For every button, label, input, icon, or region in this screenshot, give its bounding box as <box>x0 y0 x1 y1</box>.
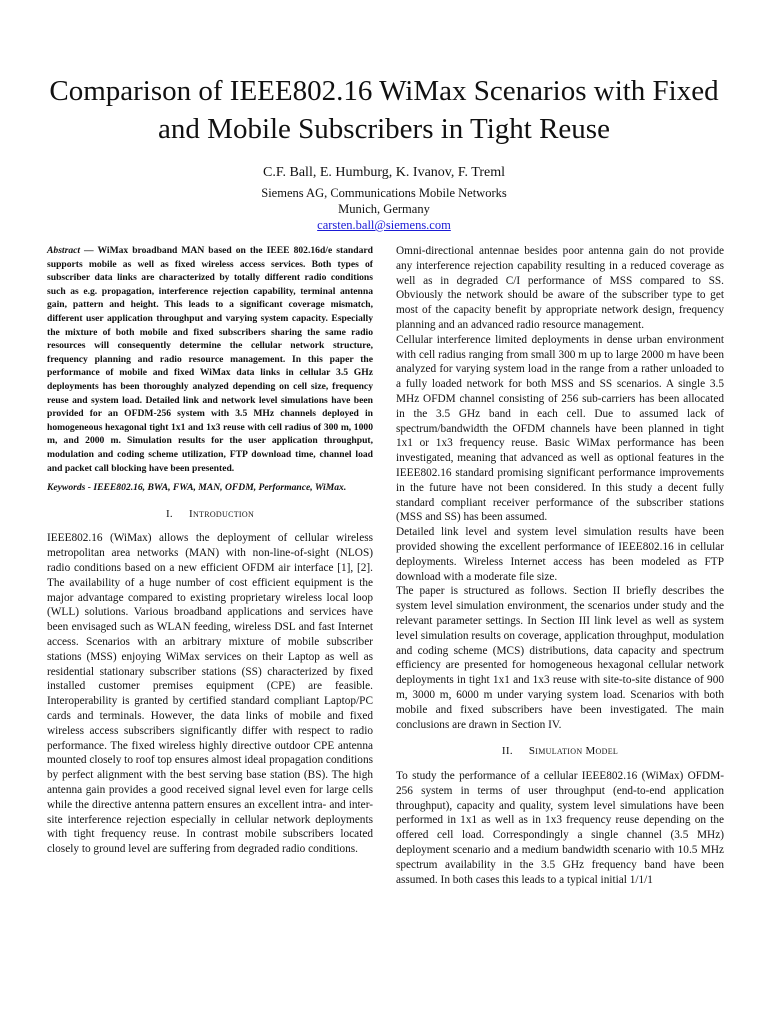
section-number: I. <box>165 507 173 520</box>
right-column <box>396 244 724 887</box>
author-names: C.F. Ball, E. Humburg, K. Ivanov, F. Treml <box>263 165 505 180</box>
abstract-dash: — <box>80 245 98 256</box>
abstract-label: Abstract <box>47 245 81 256</box>
body-paragraph: Omni-directional antennae besides poor antenna gain do not provide any interference rejection capability resulting in a reduced coverage as well as in degraded C/I performance of MSS compared to SS. Obviously the network should be aware of the subscriber type to get most of the capacity benefit by appropriate network design, frequency planning and an advanced radio resource management. <box>396 245 724 331</box>
abstract-text: WiMax broadband MAN based on the IEEE 802.16d/e standard supports mobile as well as fixed wireless access services. Both types of subscriber data links are characterized by totally different radio conditions such as e.g. propagation, interference rejection capability, terminal antenna gain, pattern and height. This leads to a significant coverage mismatch, different user application throughput and varying system capacity. Especially the mixture of both mobile and fixed subscribers sharing the same radio resources will consequently determine the cellular network structure, frequency planning and radio resource management. In this paper the performance of mobile and fixed WiMax data links in cellular 3.5 GHz deployments has been thoroughly analyzed depending on cell size, frequency reuse and system load. Detailed link and network level simulations have been provided for an OFDM-256 system with 3.5 MHz channels deployed in homogeneous hexagonal tight 1x1 and 1x3 reuse with cell radius of 300 m, 1000 m, and 2000 m. Simulation results for the user application throughput, modulation and coding scheme utilization, FTP download time, channel load and packet call blocking have been presented. <box>47 245 373 474</box>
paper-title: Comparison of IEEE802.16 WiMax Scenarios with Fixed and Mobile Subscribers in Tight Reuse <box>49 75 719 145</box>
abstract <box>47 244 373 475</box>
section-heading-introduction <box>47 507 373 522</box>
body-paragraph: To study the performance of a cellular IEEE802.16 (WiMax) OFDM-256 system in terms of user throughput (end-to-end application throughput), capacity and quality, system level simulations have been performed in 1x1 as well as in 1x3 frequency reuse depending on the offered cell load. Correspondingly a single channel (3.5 MHz) deployment scenario and a medium bandwidth scenario with 10.5 MHz spectrum availability in the 3.5 GHz frequency band have been assumed. In both cases this leads to a typical initial 1/1/1 <box>396 770 724 886</box>
affiliation: Siemens AG, Communications Mobile Networks <box>261 186 507 200</box>
section-heading-simulation-model <box>396 744 724 759</box>
location: Munich, Germany <box>338 202 430 216</box>
body-paragraph: IEEE802.16 (WiMax) allows the deployment of cellular wireless metropolitan area networks (MAN) with non-line-of-sight (NLOS) radio conditions based on a new efficient OFDM air interface [1], [2]. The availability of a huge number of cost efficient equipment is the major advantage compared to existing proprietary wireless local loop (WLL) solutions. Various broadband applications and services have been envisaged such as WLAN feeding, wireless DSL and fast Internet access. Scenarios with an arbitrary mixture of mobile subscriber stations (MSS) enjoying WiMax services on their Laptop as well as residential stationary subscriber stations (SS) characterized by fixed installed customer premises equipment (CPE) are feasible. Interoperability is granted by certified standard compliant Laptop/PC cards and terminals. However, the data links of mobile and fixed wireless access subscribers significantly differ with respect to radio performance. The fixed wireless highly directive outdoor CPE antenna mounted closely to roof top ensures almost ideal propagation conditions by perfect alignment with the best serving base station (BS). The high antenna gain provides a good received signal level even for large cells while the directive antenna pattern ensures an excellent intra- and inter-site interference rejection especially in cellular network deployments with tight frequency reuse. In contrast mobile subscribers located closely to ground level are suffering from degraded radio conditions. <box>47 532 373 856</box>
body-paragraph: Detailed link level and system level simulation results have been provided showing the excellent performance of IEEE802.16 in cellular deployments. Wireless Internet access has been modeled as FTP download with a moderate file size. <box>396 526 724 583</box>
left-column <box>47 244 373 857</box>
section-title: Introduction <box>188 507 255 520</box>
body-paragraph: Cellular interference limited deployments in dense urban environment with cell radius ranging from small 300 m up to large 2000 m have been analyzed for varying system load in the range from a rather unloaded to a fully loaded network for both MSS and SS scenarios. A single 3.5 MHz OFDM channel consisting of 256 sub-carriers has been allocated in the 3.5 GHz band in each cell. Due to assumed lack of spectrum/bandwidth the OFDM channels have been planned in tight 1x1 or 1x3 frequency reuse. Basic WiMax performance has been investigated, meaning that advanced as well as optional features in the IEEE802.16 standard promising significant performance improvements in the future have not been considered. In this study a decent fully standard compliant receiver performance of the subscriber stations (MSS and SS) has been assumed. <box>396 333 724 524</box>
body-paragraph: The paper is structured as follows. Section II briefly describes the system level simulation environment, the scenarios under study and the relevant parameter settings. In Section III link level as well as system level simulation results on coverage, application throughput, modulation and coding scheme (MCS) distributions, data capacity and spectrum efficiency are presented for homogeneous hexagonal cellular network deployments in tight 1x1 and 1x3 reuse with site-to-site distance of 900 m, 3000 m, 6000 m under varying system load. Scenarios with both mobile and fixed subscribers have been investigated. The main conclusions are drawn in Section IV. <box>396 585 724 731</box>
author-email-link[interactable]: carsten.ball@siemens.com <box>317 218 451 232</box>
section-number: II. <box>501 745 513 758</box>
keywords: Keywords - IEEE802.16, BWA, FWA, MAN, OFDM, Performance, WiMax. <box>47 482 347 494</box>
author-block <box>0 165 768 233</box>
section-title: Simulation Model <box>528 745 619 758</box>
